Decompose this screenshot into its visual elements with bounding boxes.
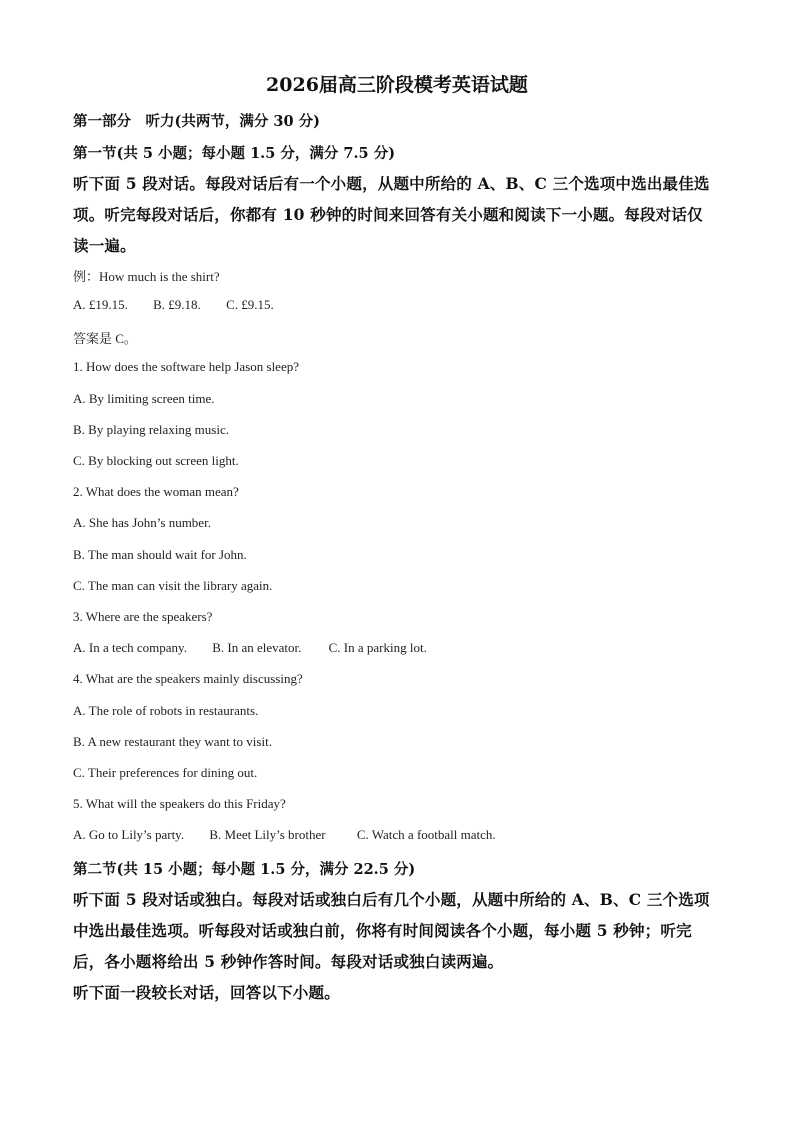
question-stem: 5. What will the speakers do this Friday? (73, 796, 286, 811)
question-option: A. Go to Lily’s party. (73, 827, 185, 842)
section1-instruction-line: 听下面 5 段对话。每段对话后有一个小题，从题中所给的 A、B、C 三个选项中选出最佳选 (73, 174, 710, 193)
section1-heading: 第一节(共 5 小题；每小题 1.5 分，满分 7.5 分) (73, 145, 396, 162)
question-option: B. In an elevator. (212, 640, 302, 655)
long-dialogue-prompt: 听下面一段较长对话，回答以下小题。 (73, 983, 340, 1002)
section1-instruction-line: 读一遍。 (73, 236, 136, 255)
section1-instruction-line: 项。听完每段对话后，你都有 10 秒钟的时间来回答有关小题和阅读下一小题。每段对话仅 (73, 205, 703, 224)
example-option-a: A. £19.15. (73, 297, 128, 312)
section2-instruction-line: 中选出最佳选项。听每段对话或独白前，你将有时间阅读各个小题，每小题 5 秒钟；听完 (73, 921, 692, 940)
question-option: B. By playing relaxing music. (73, 422, 229, 437)
example-options (73, 297, 274, 313)
question-option: C. Their preferences for dining out. (73, 765, 258, 780)
part1-heading: 第一部分 听力(共两节，满分 30 分) (73, 113, 320, 130)
page-title: 2026届高三阶段模考英语试题 (266, 74, 528, 96)
question-option: A. The role of robots in restaurants. (73, 703, 259, 718)
question-options-row (73, 827, 496, 843)
question-stem: 2. What does the woman mean? (73, 484, 239, 499)
question-option: A. By limiting screen time. (73, 391, 215, 406)
example-question: 例：How much is the shirt? (73, 269, 220, 284)
question-stem: 1. How does the software help Jason sleep? (73, 359, 299, 374)
question-option: C. By blocking out screen light. (73, 453, 239, 468)
question-option: C. In a parking lot. (328, 640, 427, 655)
question-option: B. Meet Lily’s brother (209, 827, 326, 842)
example-option-c: C. £9.15. (226, 297, 274, 312)
example-option-b: B. £9.18. (153, 297, 201, 312)
question-option: A. In a tech company. (73, 640, 187, 655)
example-answer: 答案是 C。 (73, 331, 137, 346)
question-option: A. She has John’s number. (73, 515, 211, 530)
question-options-row (73, 640, 427, 656)
question-stem: 4. What are the speakers mainly discussing? (73, 671, 303, 686)
section2-instruction-line: 听下面 5 段对话或独白。每段对话或独白后有几个小题，从题中所给的 A、B、C 三个选项 (73, 890, 710, 909)
question-option: B. The man should wait for John. (73, 547, 247, 562)
question-option: C. The man can visit the library again. (73, 578, 273, 593)
question-option: C. Watch a football match. (356, 827, 496, 842)
section2-instruction-line: 后，各小题将给出 5 秒钟作答时间。每段对话或独白读两遍。 (73, 952, 504, 971)
question-option: B. A new restaurant they want to visit. (73, 734, 272, 749)
section2-heading: 第二节(共 15 小题；每小题 1.5 分，满分 22.5 分) (73, 861, 416, 878)
question-stem: 3. Where are the speakers? (73, 609, 213, 624)
